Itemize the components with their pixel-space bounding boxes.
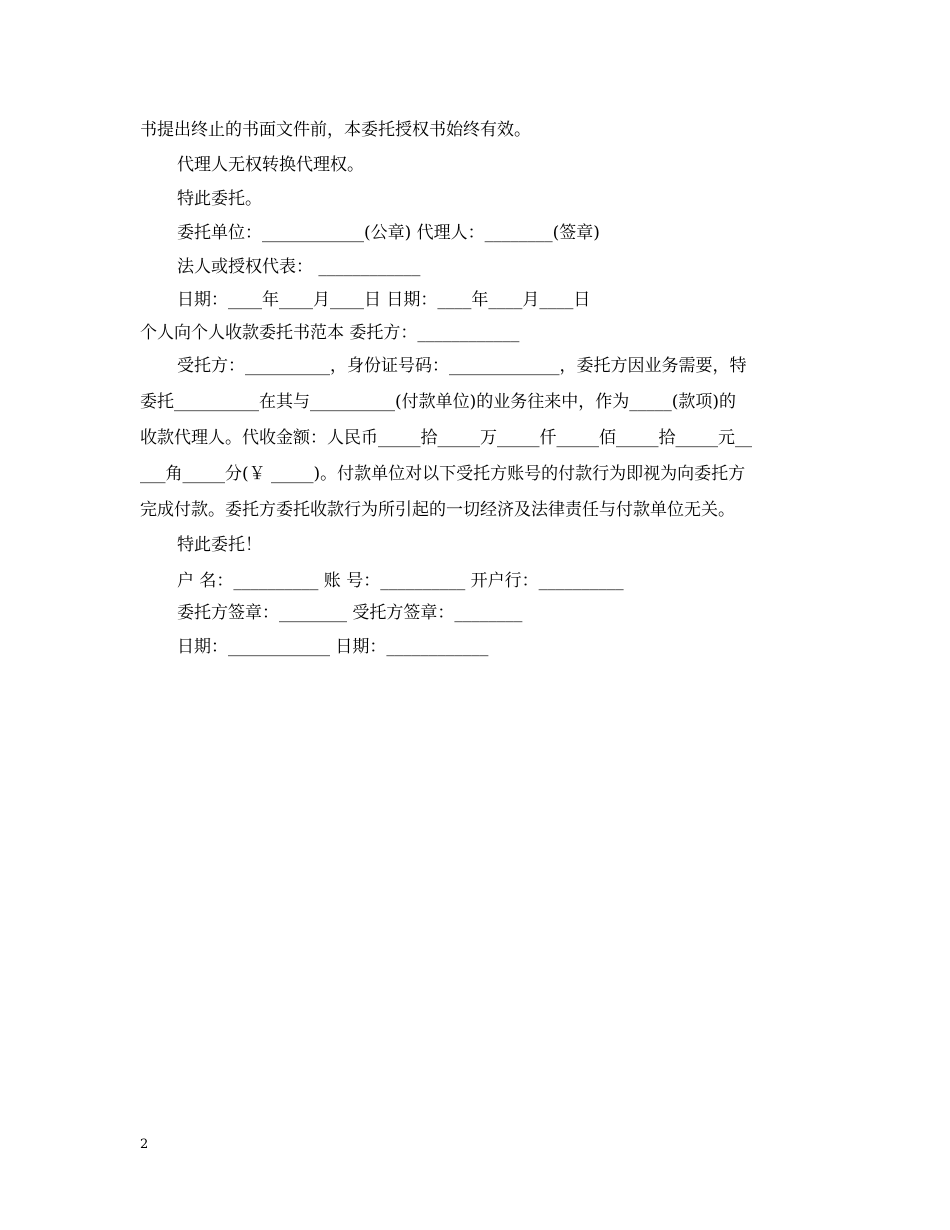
text-line: 日期：____________ 日期：____________ xyxy=(177,637,489,657)
text-line: 委托方签章：________ 受托方签章：________ xyxy=(177,603,523,623)
text-line: 法人或授权代表： ____________ xyxy=(177,257,421,277)
text-line: 特此委托！ xyxy=(177,535,262,555)
text-line: 户 名：__________ 账 号：__________ 开户行：__________ xyxy=(177,571,624,591)
text-line: 委托__________在其与__________(付款单位)的业务往来中，作为_____(款项)的 xyxy=(140,392,737,412)
text-line: 日期：____年____月____日 日期：____年____月____日 xyxy=(177,290,591,310)
text-line: 个人向个人收款委托书范本 委托方：____________ xyxy=(140,323,520,343)
text-line: 委托单位：____________(公章) 代理人：________(签章) xyxy=(177,223,600,243)
text-line: ___角_____分(￥ _____)。付款单位对以下受托方账号的付款行为即视为向委托方 xyxy=(140,464,746,484)
text-line: 完成付款。委托方委托收款行为所引起的一切经济及法律责任与付款单位无关。 xyxy=(140,500,735,520)
text-line: 受托方：__________，身份证号码：_____________，委托方因业务需要，特 xyxy=(177,356,747,376)
text-line: 书提出终止的书面文件前，本委托授权书始终有效。 xyxy=(140,120,531,140)
text-line: 特此委托。 xyxy=(177,189,262,209)
page-number: 2 xyxy=(140,1137,149,1152)
text-line: 代理人无权转换代理权。 xyxy=(177,155,364,175)
text-line: 收款代理人。代收金额：人民币_____拾_____万_____仟_____佰_____拾_____元__ xyxy=(140,428,752,448)
